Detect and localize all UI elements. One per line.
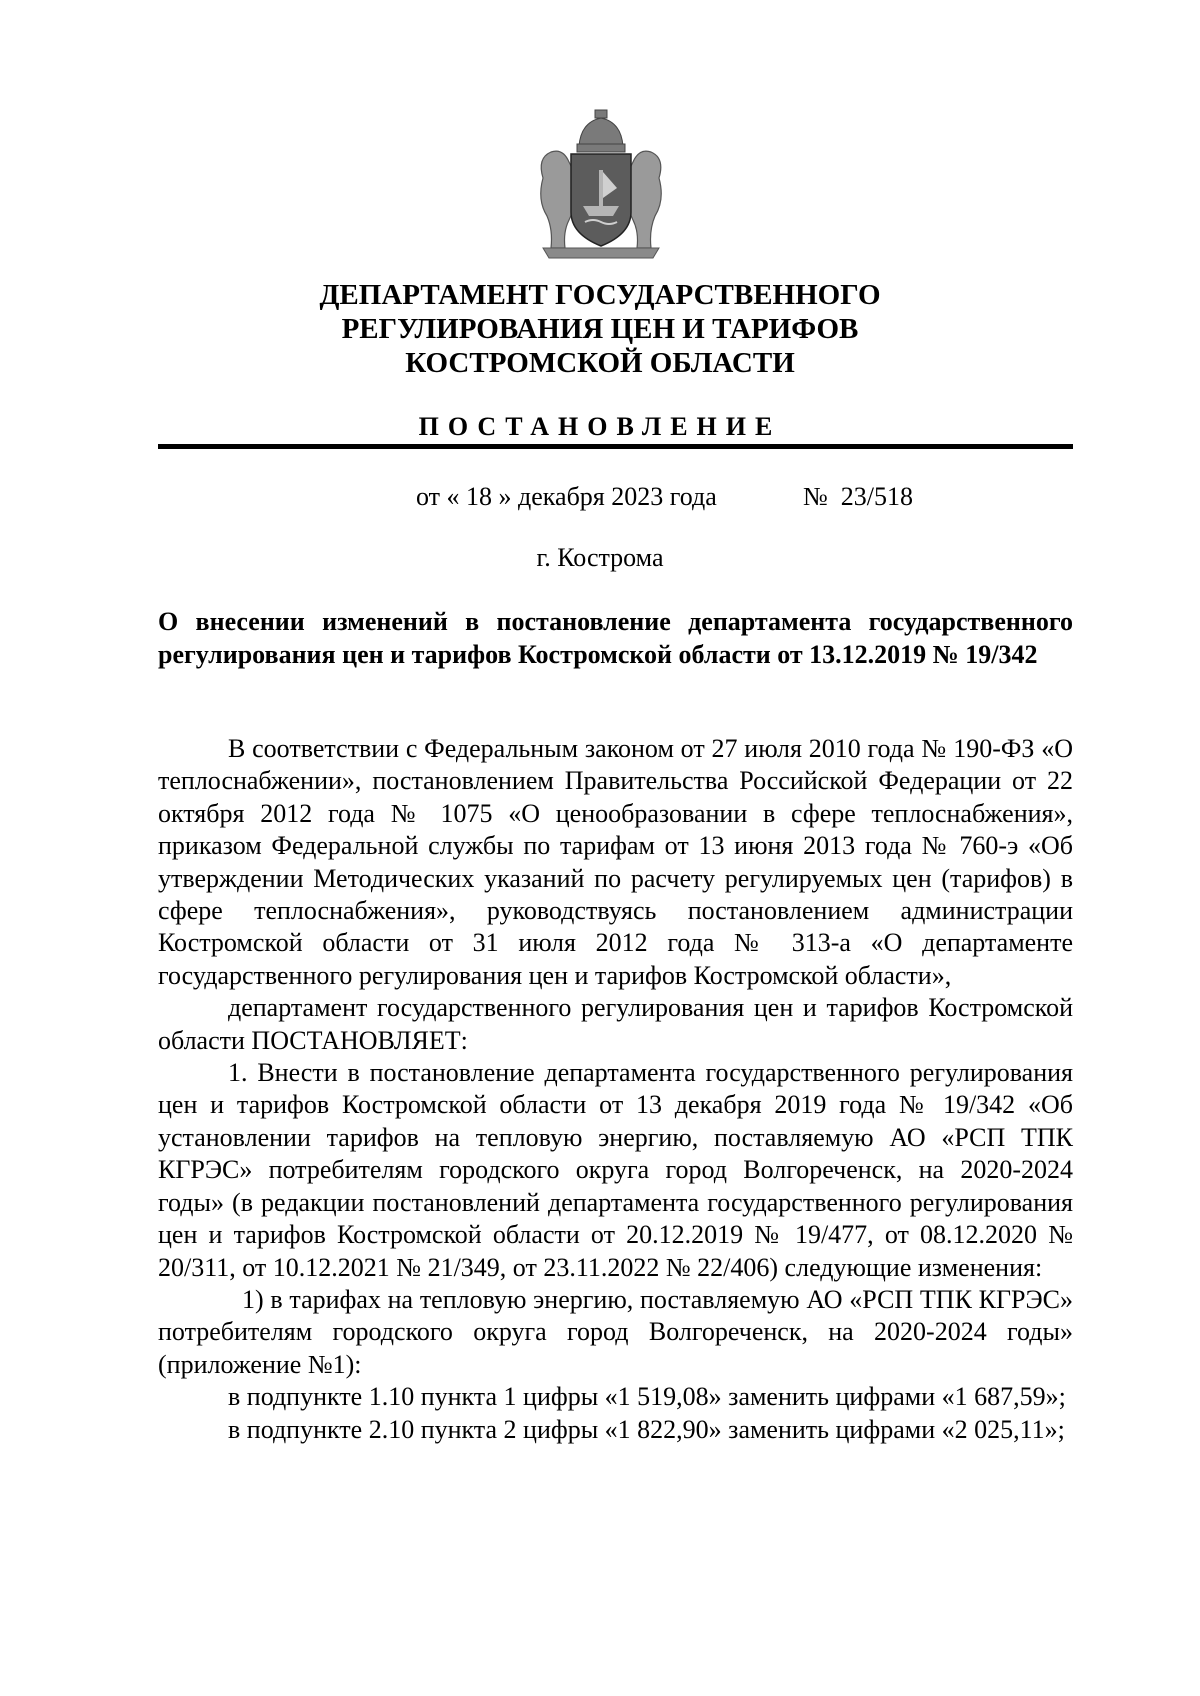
document-city: г. Кострома	[536, 543, 664, 572]
body-paragraph-subitem-1: 1) в тарифах на тепловую энергию, поставляемую АО «РСП ТПК КГРЭС» потребителям городского округа город Волгореченск, на 2020-2024 годы» (приложение №1):	[158, 1284, 1073, 1379]
document-date: от « 18 » декабря 2023 года	[416, 482, 717, 511]
document-subject: О внесении изменений в постановление департамента государственного регулирования цен и тарифов Костромской области от 13.12.2019 № 19/342	[158, 607, 1073, 669]
coat-of-arms-icon	[529, 108, 673, 260]
body-paragraph-change-1-10: в подпункте 1.10 пункта 1 цифры «1 519,08» заменить цифрами «1 687,59»;	[228, 1382, 1066, 1412]
body-paragraph-change-2-10: в подпункте 2.10 пункта 2 цифры «1 822,90» заменить цифрами «2 025,11»;	[228, 1414, 1065, 1444]
department-name	[0, 278, 1200, 380]
department-line-1: ДЕПАРТАМЕНТ ГОСУДАРСТВЕННОГО	[319, 279, 881, 311]
department-line-3: КОСТРОМСКОЙ ОБЛАСТИ	[405, 347, 795, 379]
department-line-2: РЕГУЛИРОВАНИЯ ЦЕН И ТАРИФОВ	[341, 313, 859, 345]
document-body	[158, 733, 1073, 1446]
header-divider	[158, 444, 1073, 449]
body-paragraph-resolves: департамент государственного регулирования цен и тарифов Костромской области ПОСТАНОВЛЯЕТ:	[158, 993, 1073, 1055]
document-number: № 23/518	[803, 482, 914, 511]
body-paragraph-item-1: 1. Внести в постановление департамента государственного регулирования цен и тарифов Костромской области от 13 декабря 2019 года № 19/342 «Об установлении тарифов на тепловую энергию, поставляемую АО «РСП ТПК КГРЭС» потребителям городского округа город Волгореченск, на 2020-2024 годы» (в редакции постановлений департамента государственного регулирования цен и тарифов Костромской области от 20.12.2019 № 19/477, от 08.12.2020 № 20/311, от 10.12.2021 № 21/349, от 23.11.2022 № 22/406) следующие изменения:	[158, 1058, 1073, 1282]
body-paragraph-legal-basis: В соответствии с Федеральным законом от 27 июля 2010 года № 190-ФЗ «О теплоснабжении», постановлением Правительства Российской Федерации от 22 октября 2012 года № 1075 «О ценообразовании в сфере теплоснабжения», приказом Федеральной службы по тарифам от 13 июня 2013 года № 760-э «Об утверждении Методических указаний по расчету регулируемых цен (тарифов) в сфере теплоснабжения», руководствуясь постановлением администрации Костромской области от 31 июля 2012 года № 313-а «О департаменте государственного регулирования цен и тарифов Костромской области»,	[158, 734, 1073, 990]
document-type-title: ПОСТАНОВЛЕНИЕ	[418, 412, 782, 441]
